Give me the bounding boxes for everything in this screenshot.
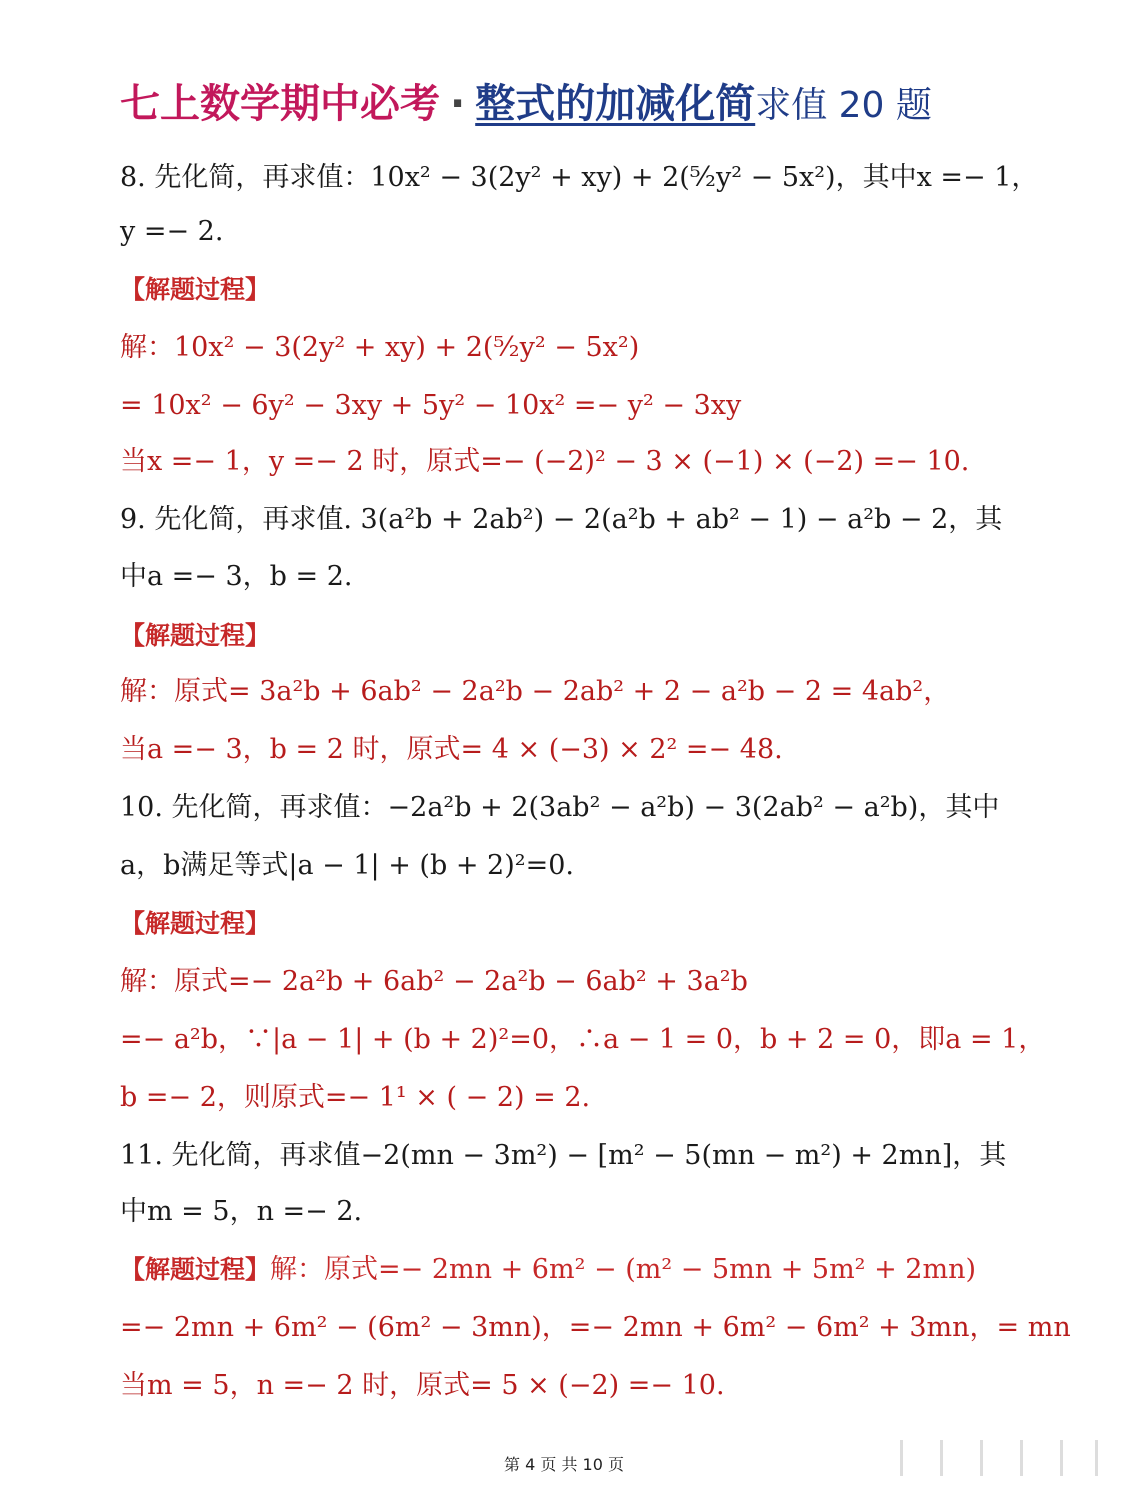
- problem-10-line-2: a，b满足等式|a − 1| + (b + 2)²=0.: [120, 850, 574, 881]
- solution-8-line-1: 解：10x² − 3(2y² + xy) + 2(⁵⁄₂y² − 5x²): [120, 332, 640, 363]
- solution-9-line-1: 解：原式= 3a²b + 6ab² − 2a²b − 2ab² + 2 − a²b − 2 = 4ab²，: [120, 676, 951, 707]
- scan-artifact-bars: [880, 1440, 1110, 1476]
- solution-11-text: 【解题过程】解：原式=− 2mn + 6m² − (m² − 5mn + 5m² + 2mn): [120, 1254, 976, 1285]
- title-dot: ·: [450, 81, 466, 127]
- solution-header-10: 【解题过程】: [120, 909, 271, 938]
- problem-10-line-1: 10. 先化简，再求值：−2a²b + 2(3ab² − a²b) − 3(2ab² − a²b)，其中: [120, 792, 1000, 823]
- solution-8-line-3: 当x =− 1，y =− 2 时，原式=− (−2)² − 3 × (−1) × (−2) =− 10.: [120, 446, 970, 477]
- solution-header-9: 【解题过程】: [120, 621, 271, 650]
- solution-10-line-2: =− a²b，∵|a − 1| + (b + 2)²=0，∴a − 1 = 0，b + 2 = 0，即a = 1，: [120, 1024, 1046, 1055]
- problem-11-line-2: 中m = 5，n =− 2.: [120, 1196, 363, 1227]
- solution-8-line-2: = 10x² − 6y² − 3xy + 5y² − 10x² =− y² − 3xy: [120, 390, 742, 421]
- title-part2: 整式的加减化简: [475, 81, 756, 127]
- solution-9-line-2: 当a =− 3，b = 2 时，原式= 4 × (−3) × 2² =− 48.: [120, 734, 783, 765]
- title-part3: 求值 20 题: [755, 85, 932, 126]
- solution-10-line-1: 解：原式=− 2a²b + 6ab² − 2a²b − 6ab² + 3a²b: [120, 966, 748, 997]
- problem-11-line-1: 11. 先化简，再求值−2(mn − 3m²) − [m² − 5(mn − m²) + 2mn]，其: [120, 1140, 1007, 1171]
- problem-9-line-2: 中a =− 3，b = 2.: [120, 561, 353, 592]
- title-part1: 七上数学期中必考: [120, 81, 440, 127]
- problem-8-line-1: 8. 先化简，再求值：10x² − 3(2y² + xy) + 2(⁵⁄₂y² − 5x²)，其中x =− 1，: [120, 162, 1039, 193]
- problem-9-line-1: 9. 先化简，再求值. 3(a²b + 2ab²) − 2(a²b + ab² − 1) − a²b − 2，其: [120, 504, 1003, 535]
- solution-header-8: 【解题过程】: [120, 275, 271, 304]
- solution-11-line-3: 当m = 5，n =− 2 时，原式= 5 × (−2) =− 10.: [120, 1370, 725, 1401]
- solution-11-line-2: =− 2mn + 6m² − (6m² − 3mn)，=− 2mn + 6m² − 6m² + 3mn，= mn: [120, 1312, 1071, 1343]
- page-title: [120, 78, 1020, 132]
- problem-8-line-2: y =− 2.: [120, 216, 224, 247]
- solution-11-line-1: [120, 1250, 1020, 1290]
- page-footer: 第 4 页 共 10 页: [504, 1455, 624, 1474]
- solution-10-line-3: b =− 2，则原式=− 1¹ × ( − 2) = 2.: [120, 1082, 591, 1113]
